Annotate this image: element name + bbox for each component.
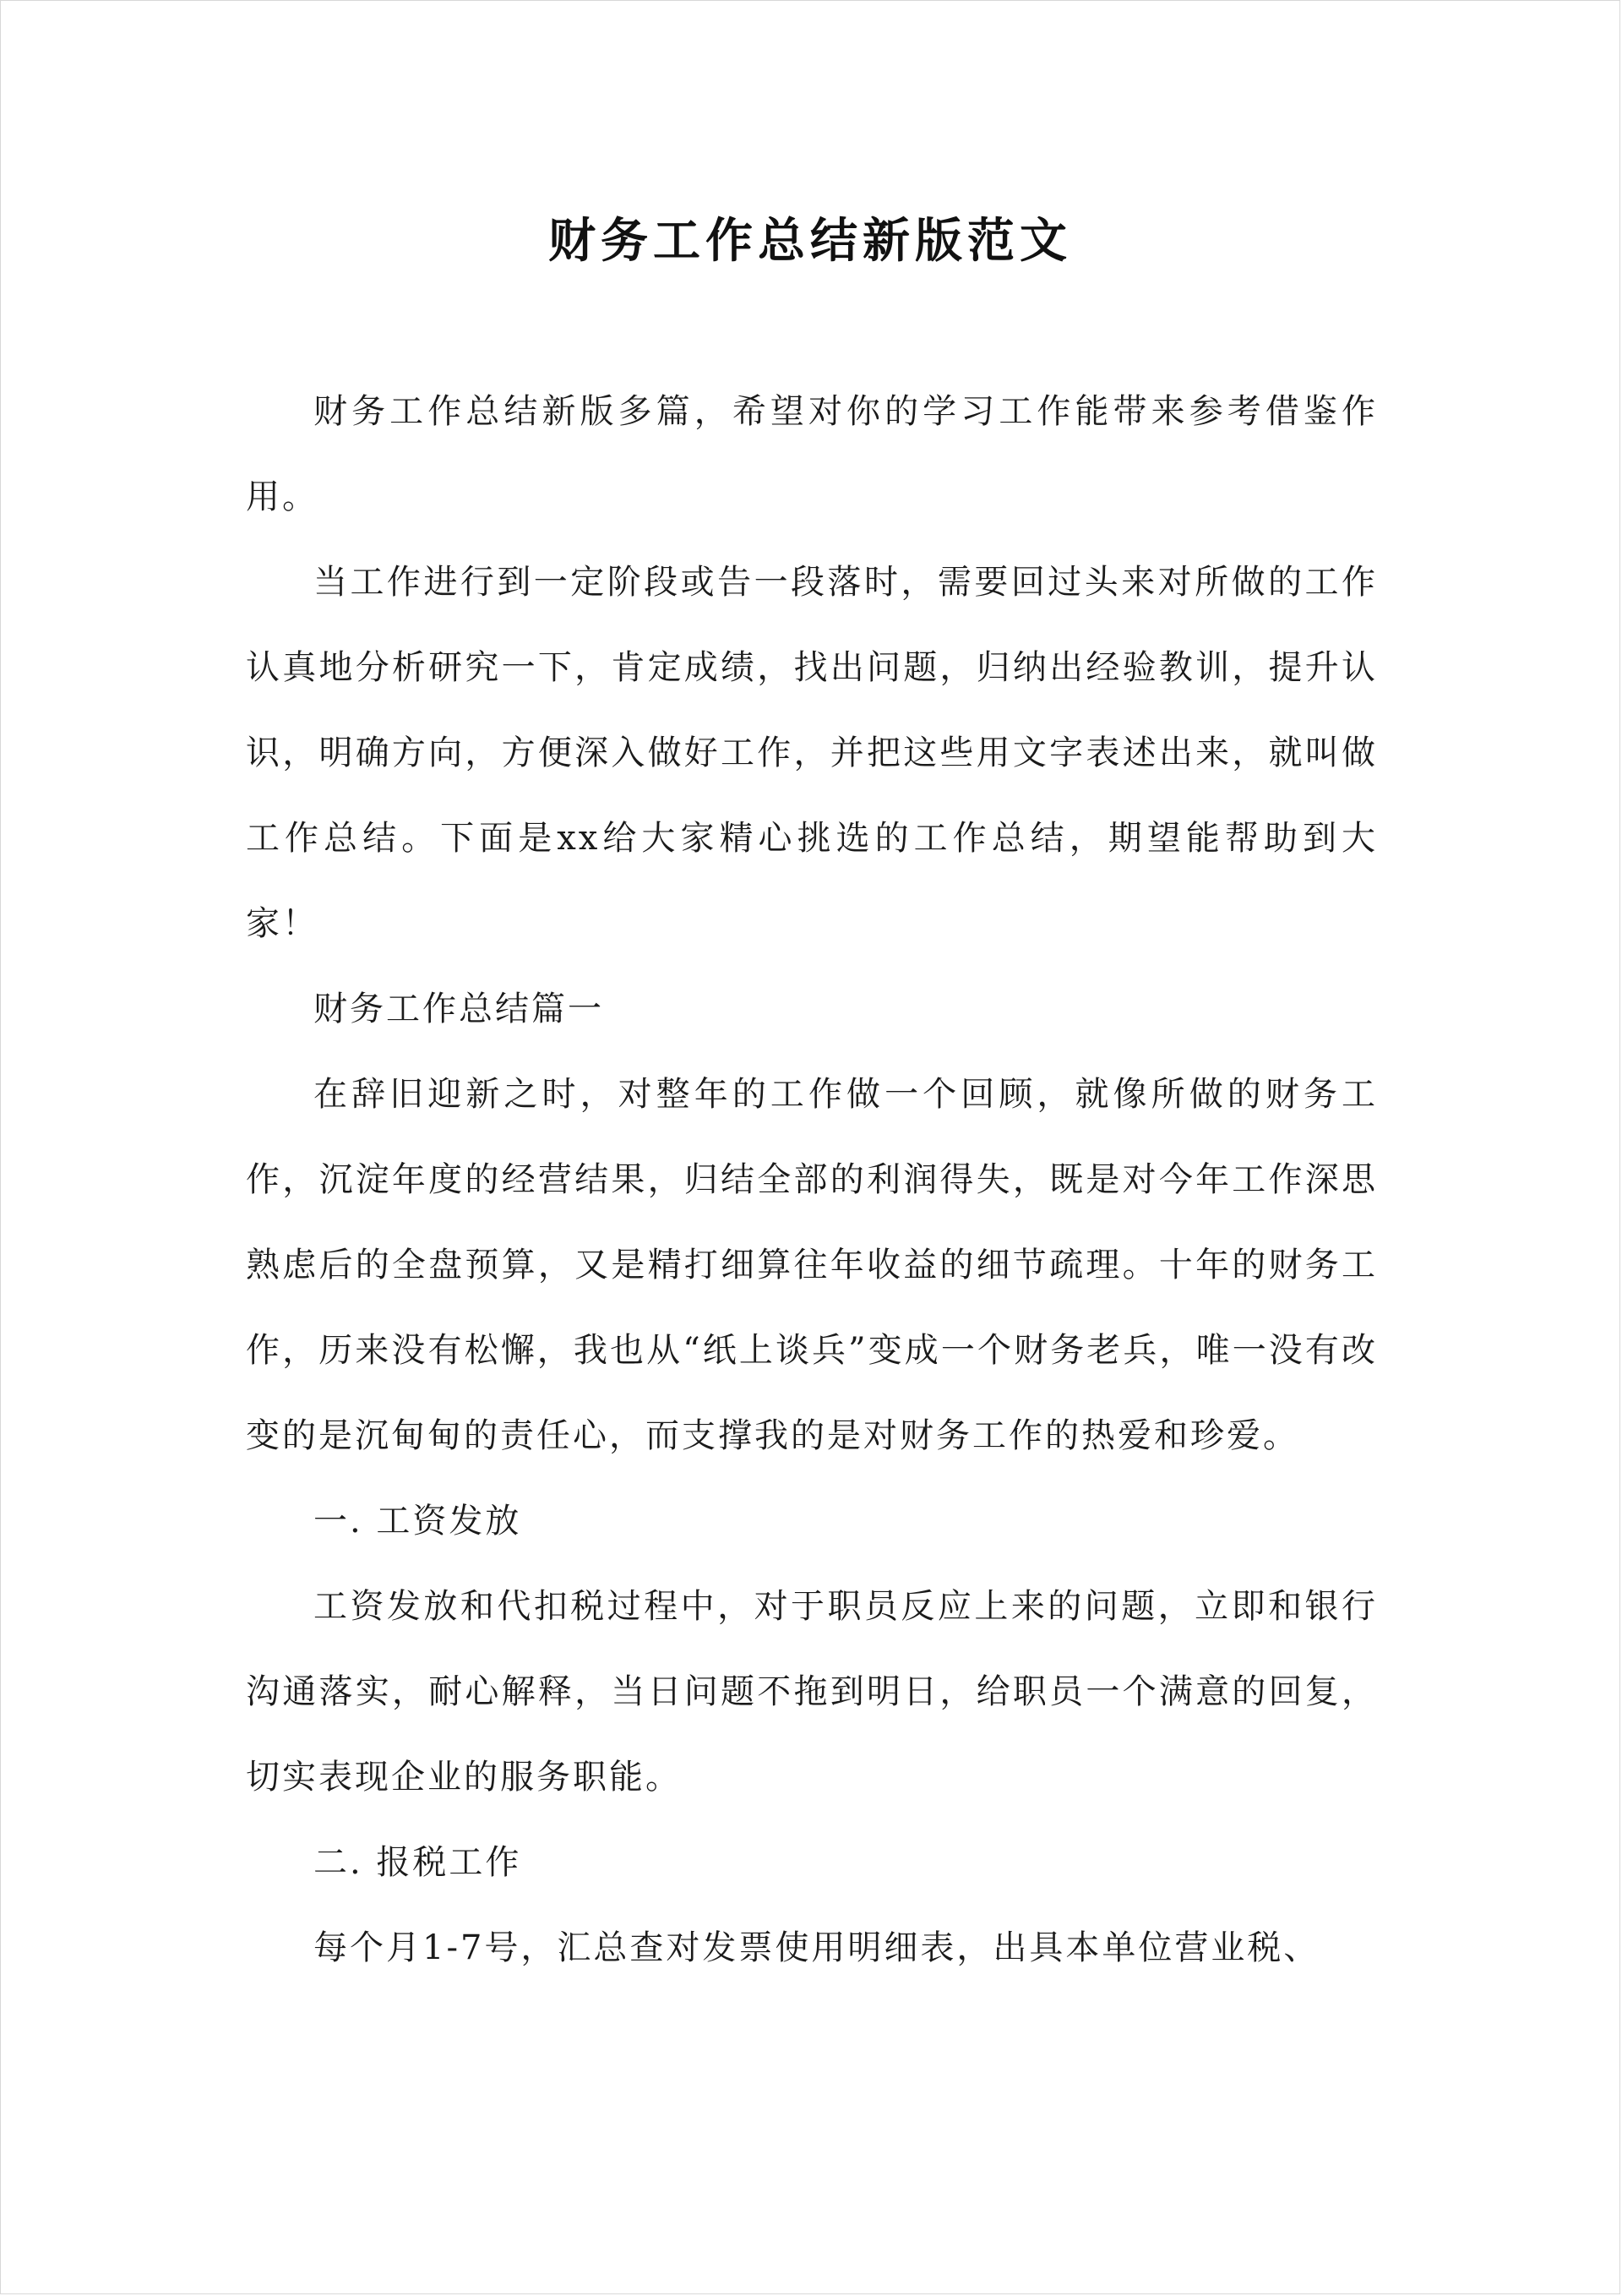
document-title: 财务工作总结新版范文: [548, 213, 1072, 269]
paragraph-definition: 当工作进行到一定阶段或告一段落时，需要回过头来对所做的工作认真地分析研究一下，肯定成绩，找出问题，归纳出经验教训，提升认识，明确方向，方便深入做好工作，并把这些用文字表述出来，就叫做工作总结。下面是xx给大家精心挑选的工作总结，期望能帮助到大家！: [246, 563, 1378, 943]
paragraph-intro: 财务工作总结新版多篇，希望对你的学习工作能带来参考借鉴作用。: [246, 392, 1378, 516]
paragraph-review: 在辞旧迎新之时，对整年的工作做一个回顾，就像所做的财务工作，沉淀年度的经营结果，归结全部的利润得失，既是对今年工作深思熟虑后的全盘预算，又是精打细算往年收益的细节疏理。十年的财务工作，历来没有松懈，我也从“纸上谈兵”变成一个财务老兵，唯一没有改变的是沉甸甸的责任心，而支撑我的是对财务工作的热爱和珍爱。: [246, 1075, 1378, 1455]
section-heading-part-one: 财务工作总结篇一: [313, 990, 604, 1028]
paragraph-tax: 每个月1-7号，汇总查对发票使用明细表，出具本单位营业税、: [313, 1928, 1320, 1967]
document-body: [246, 369, 1378, 1991]
paragraph-salary: 工资发放和代扣税过程中，对于职员反应上来的问题，立即和银行沟通落实，耐心解释，当日问题不拖到明日，给职员一个满意的回复，切实表现企业的服务职能。: [246, 1587, 1378, 1797]
subheading-salary: 一. 工资发放: [313, 1502, 522, 1541]
subheading-tax: 二. 报税工作: [313, 1843, 522, 1882]
